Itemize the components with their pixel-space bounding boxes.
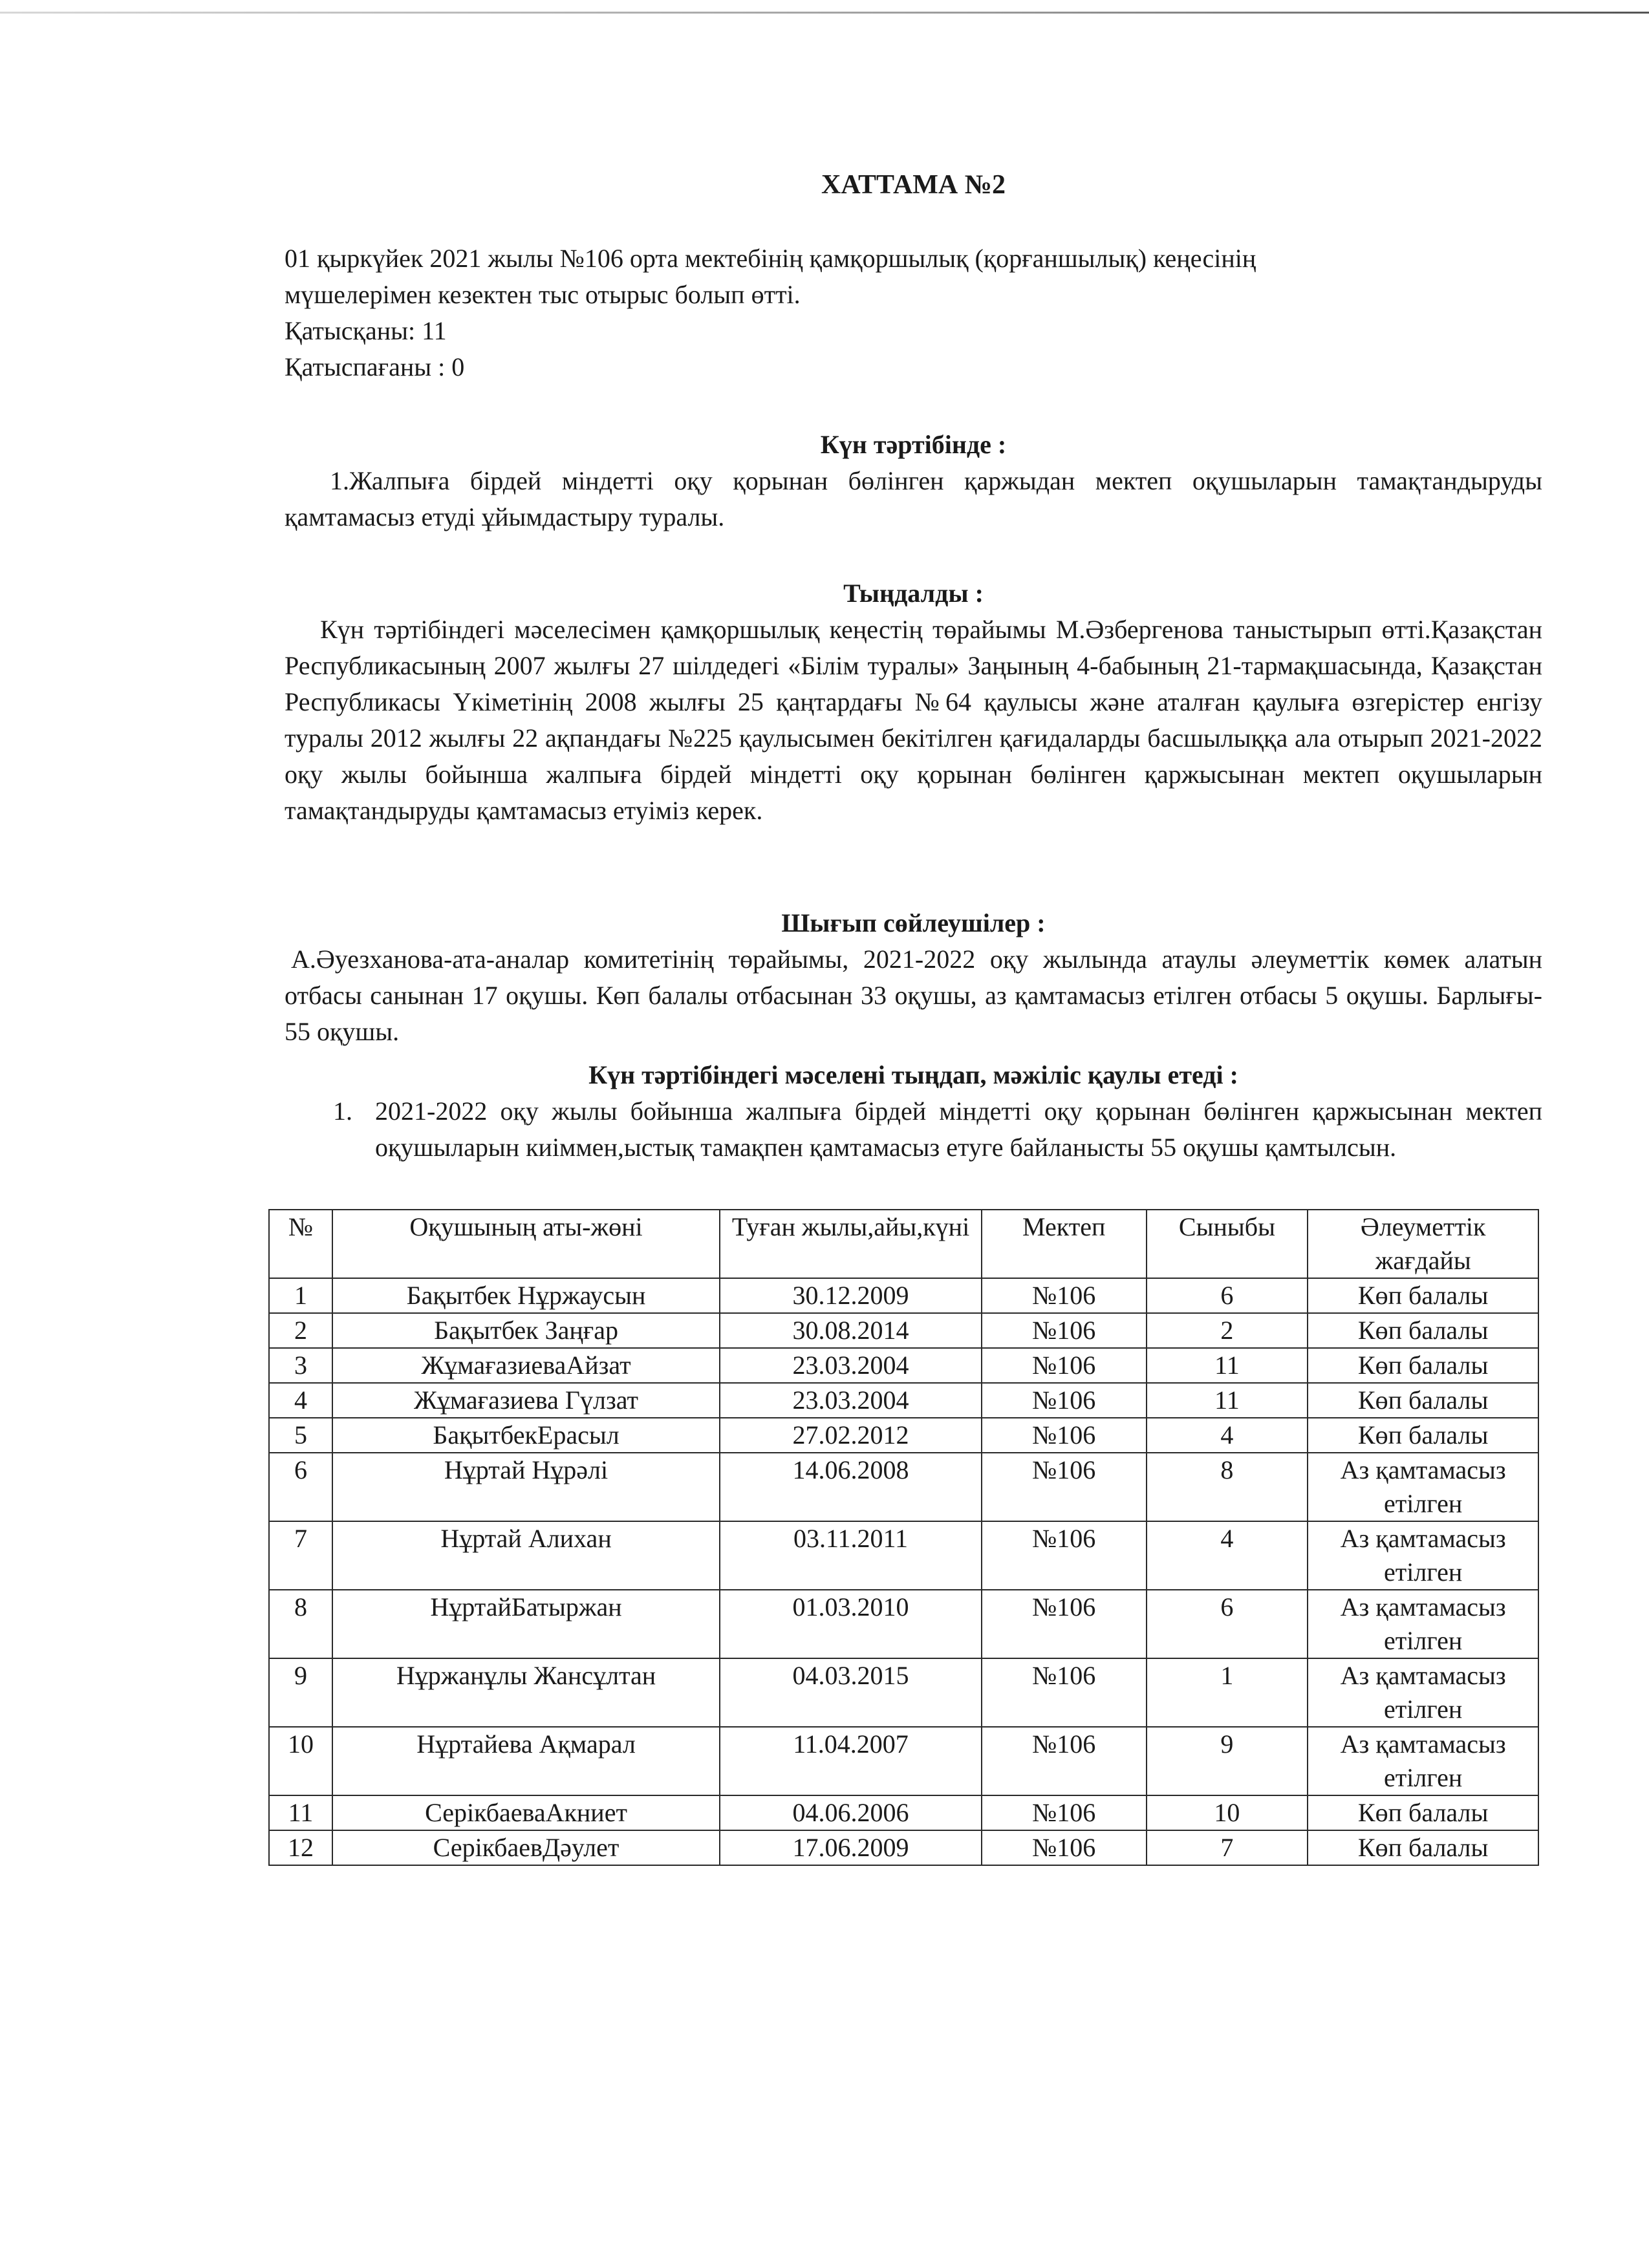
- student-name-cell: Нұртайева Ақмарал: [332, 1727, 720, 1795]
- table-row: [269, 1727, 1538, 1795]
- social-status-cell: Көп балалы: [1308, 1383, 1538, 1418]
- document-title: ХАТТАМА №2: [821, 170, 1006, 200]
- speakers-text: А.Әуезханова-ата-аналар комитетінің төрайымы, 2021-2022 оқу жылында атаулы әлеуметтік көмек алатын отбасы санынан 17 оқушы. Көп балалы отбасынан 33 оқушы, аз қамтамасыз етілген отбасы 5 оқушы. Барлығы- 55 оқушы.: [285, 945, 1542, 1046]
- social-status-cell: Көп балалы: [1308, 1313, 1538, 1348]
- speakers-heading: Шығып сөйлеушілер :: [781, 908, 1046, 937]
- table-row: [269, 1418, 1538, 1453]
- table-row: [269, 1453, 1538, 1521]
- absent-count: Қатыспағаны : 0: [285, 352, 465, 381]
- student-name-cell: НұртайБатыржан: [332, 1590, 720, 1658]
- intro-block: [285, 241, 1542, 385]
- heard-heading: Тыңдалды :: [843, 579, 984, 608]
- table-row: [269, 1830, 1538, 1865]
- students-table: [268, 1209, 1539, 1866]
- agenda-text: 1.Жалпыға бірдей міндетті оқу қорынан бөлінген қаржыдан мектеп оқушыларын тамақтандыруды қамтамасыз етуді ұйымдастыру туралы.: [285, 466, 1542, 531]
- header-birthdate: Туған жылы,айы,күні: [720, 1210, 982, 1278]
- scan-edge-line: [0, 12, 1649, 14]
- header-social-status: Әлеуметтік жағдайы: [1308, 1210, 1538, 1278]
- birth-date-cell: 23.03.2004: [720, 1348, 982, 1383]
- table-row: [269, 1521, 1538, 1590]
- grade-cell: 6: [1147, 1590, 1308, 1658]
- row-number-cell: 12: [269, 1830, 332, 1865]
- birth-date-cell: 04.06.2006: [720, 1795, 982, 1830]
- birth-date-cell: 17.06.2009: [720, 1830, 982, 1865]
- grade-cell: 11: [1147, 1383, 1308, 1418]
- table-row: [269, 1658, 1538, 1727]
- grade-cell: 6: [1147, 1278, 1308, 1313]
- social-status-cell: Аз қамтамасыз етілген: [1308, 1521, 1538, 1590]
- school-cell: №106: [982, 1590, 1147, 1658]
- birth-date-cell: 27.02.2012: [720, 1418, 982, 1453]
- school-cell: №106: [982, 1383, 1147, 1418]
- intro-line-1: 01 қыркүйек 2021 жылы №106 орта мектебінің қамқоршылық (қорғаншылық) кеңесінің: [285, 244, 1256, 273]
- social-status-cell: Көп балалы: [1308, 1830, 1538, 1865]
- row-number-cell: 2: [269, 1313, 332, 1348]
- birth-date-cell: 11.04.2007: [720, 1727, 982, 1795]
- resolution-item: [285, 1093, 1542, 1166]
- student-name-cell: БақытбекЕрасыл: [332, 1418, 720, 1453]
- social-status-cell: Аз қамтамасыз етілген: [1308, 1727, 1538, 1795]
- student-name-cell: Нұржанұлы Жансұлтан: [332, 1658, 720, 1727]
- grade-cell: 1: [1147, 1658, 1308, 1727]
- student-name-cell: СерікбаеваАкниет: [332, 1795, 720, 1830]
- student-name-cell: Жұмағазиева Гүлзат: [332, 1383, 720, 1418]
- resolution-section: [285, 1057, 1542, 1162]
- resolution-text: 2021-2022 оқу жылы бойынша жалпыға бірдей міндетті оқу қорынан бөлінген қаржысынан мектеп оқушыларын киіммен,ыстық тамақпен қамтамасыз етуге байланысты 55 оқушы қамтылсын.: [375, 1097, 1542, 1162]
- table-row: [269, 1313, 1538, 1348]
- header-number: №: [269, 1210, 332, 1278]
- row-number-cell: 10: [269, 1727, 332, 1795]
- speakers-section: [285, 905, 1542, 1050]
- social-status-cell: Көп балалы: [1308, 1795, 1538, 1830]
- school-cell: №106: [982, 1453, 1147, 1521]
- student-name-cell: Бақытбек Нұржаусын: [332, 1278, 720, 1313]
- student-name-cell: ЖұмағазиеваАйзат: [332, 1348, 720, 1383]
- table-row: [269, 1590, 1538, 1658]
- row-number-cell: 3: [269, 1348, 332, 1383]
- birth-date-cell: 30.12.2009: [720, 1278, 982, 1313]
- student-name-cell: СерікбаевДәулет: [332, 1830, 720, 1865]
- social-status-cell: Көп балалы: [1308, 1348, 1538, 1383]
- row-number-cell: 5: [269, 1418, 332, 1453]
- row-number-cell: 4: [269, 1383, 332, 1418]
- table-row: [269, 1383, 1538, 1418]
- grade-cell: 11: [1147, 1348, 1308, 1383]
- resolution-heading: Күн тәртібіндегі мәселені тыңдап, мәжіліс қаулы етеді :: [588, 1060, 1238, 1089]
- social-status-cell: Аз қамтамасыз етілген: [1308, 1453, 1538, 1521]
- heard-text: Күн тәртібіндегі мәселесімен қамқоршылық кеңестің төрайымы М.Әзбергенова таныстырып өтті.Қазақстан Республикасының 2007 жылғы 27 шілдедегі «Білім туралы» Заңының 4-бабының 21-тармақшасында, Қазақстан Республикасы Үкіметінің 2008 жылғы 25 қаңтардағы №64 қаулысы және аталған қаулыға өзгерістер енгізу туралы 2012 жылғы 22 ақпандағы №225 қаулысымен бекітілген қағидаларды басшылыққа ала отырып 2021-2022 оқу жылы бойынша жалпыға бірдей міндетті оқу қорынан бөлінген қаржысынан мектеп оқушыларын тамақтандыруды қамтамасыз етуіміз керек.: [285, 615, 1542, 825]
- birth-date-cell: 04.03.2015: [720, 1658, 982, 1727]
- birth-date-cell: 30.08.2014: [720, 1313, 982, 1348]
- grade-cell: 10: [1147, 1795, 1308, 1830]
- grade-cell: 2: [1147, 1313, 1308, 1348]
- student-name-cell: Бақытбек Заңғар: [332, 1313, 720, 1348]
- header-grade: Сыныбы: [1147, 1210, 1308, 1278]
- school-cell: №106: [982, 1418, 1147, 1453]
- table-row: [269, 1348, 1538, 1383]
- school-cell: №106: [982, 1348, 1147, 1383]
- heard-section: [285, 575, 1542, 829]
- social-status-cell: Аз қамтамасыз етілген: [1308, 1590, 1538, 1658]
- social-status-cell: Аз қамтамасыз етілген: [1308, 1658, 1538, 1727]
- row-number-cell: 6: [269, 1453, 332, 1521]
- intro-line-2: мүшелерімен кезектен тыс отырыс болып өтті.: [285, 280, 801, 309]
- attended-count: Қатысқаны: 11: [285, 316, 447, 345]
- student-name-cell: Нұртай Алихан: [332, 1521, 720, 1590]
- resolution-number: 1.: [333, 1097, 352, 1126]
- row-number-cell: 11: [269, 1795, 332, 1830]
- school-cell: №106: [982, 1830, 1147, 1865]
- social-status-cell: Көп балалы: [1308, 1418, 1538, 1453]
- table-row: [269, 1278, 1538, 1313]
- school-cell: №106: [982, 1795, 1147, 1830]
- grade-cell: 8: [1147, 1453, 1308, 1521]
- row-number-cell: 7: [269, 1521, 332, 1590]
- school-cell: №106: [982, 1313, 1147, 1348]
- school-cell: №106: [982, 1278, 1147, 1313]
- table-body: [269, 1278, 1538, 1865]
- grade-cell: 9: [1147, 1727, 1308, 1795]
- agenda-section: [285, 427, 1542, 535]
- birth-date-cell: 01.03.2010: [720, 1590, 982, 1658]
- social-status-cell: Көп балалы: [1308, 1278, 1538, 1313]
- birth-date-cell: 14.06.2008: [720, 1453, 982, 1521]
- grade-cell: 4: [1147, 1418, 1308, 1453]
- birth-date-cell: 03.11.2011: [720, 1521, 982, 1590]
- school-cell: №106: [982, 1658, 1147, 1727]
- grade-cell: 7: [1147, 1830, 1308, 1865]
- student-name-cell: Нұртай Нұрәлі: [332, 1453, 720, 1521]
- table-row: [269, 1795, 1538, 1830]
- row-number-cell: 8: [269, 1590, 332, 1658]
- school-cell: №106: [982, 1521, 1147, 1590]
- grade-cell: 4: [1147, 1521, 1308, 1590]
- birth-date-cell: 23.03.2004: [720, 1383, 982, 1418]
- school-cell: №106: [982, 1727, 1147, 1795]
- row-number-cell: 1: [269, 1278, 332, 1313]
- header-school: Мектеп: [982, 1210, 1147, 1278]
- row-number-cell: 9: [269, 1658, 332, 1727]
- header-name: Оқушының аты-жөні: [332, 1210, 720, 1278]
- agenda-heading: Күн тәртібінде :: [820, 430, 1007, 459]
- table-header-row: [269, 1210, 1538, 1278]
